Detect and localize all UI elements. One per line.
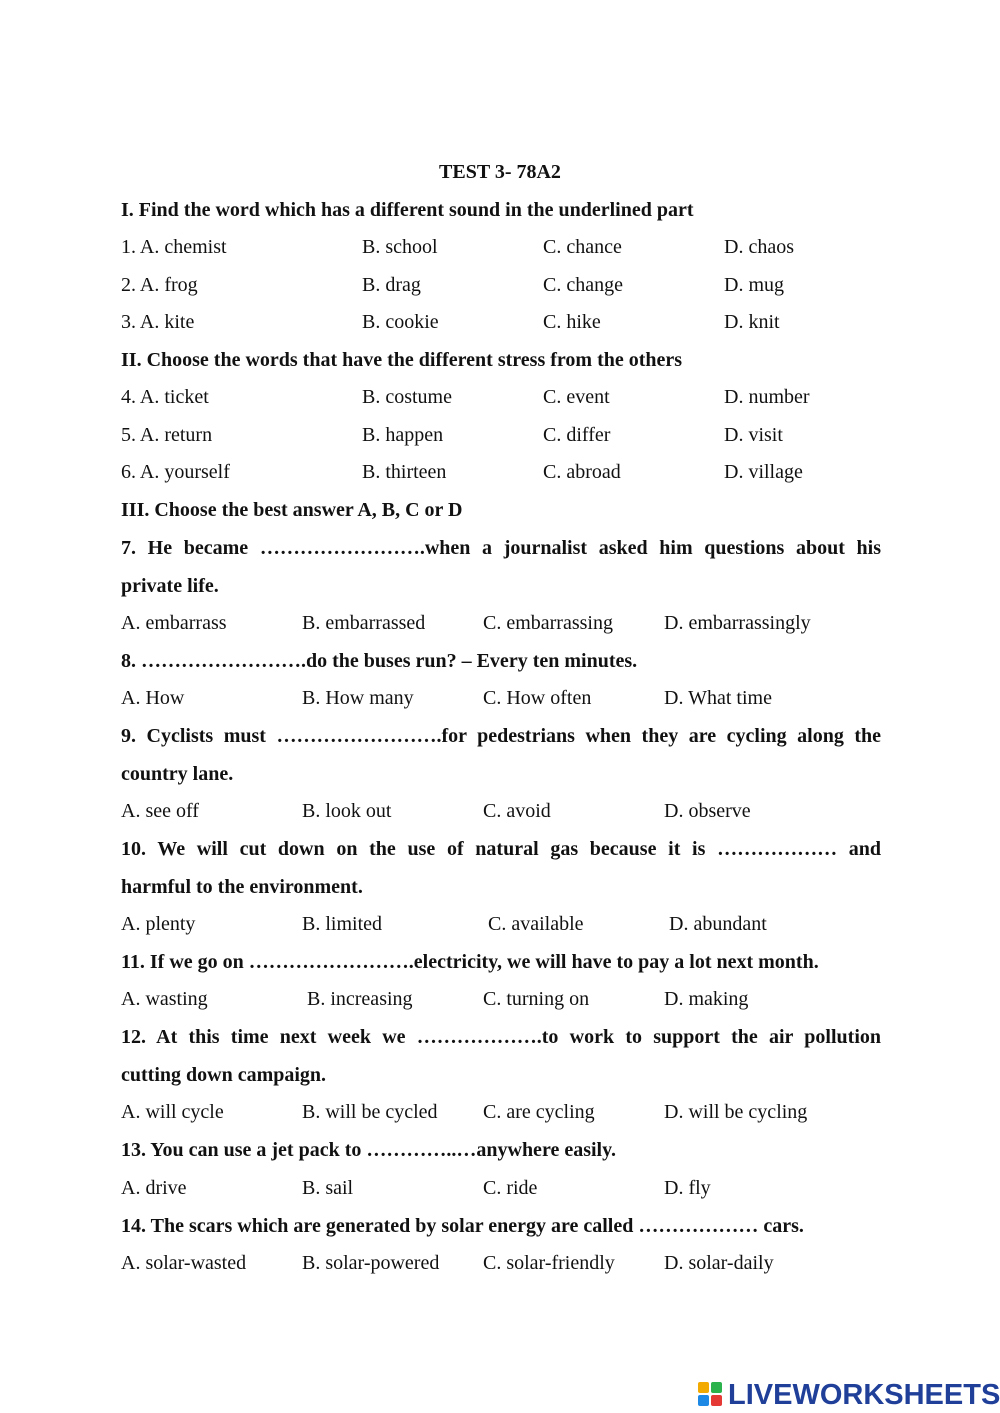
- option-c: C. How often: [483, 687, 592, 709]
- option-b: B. cookie: [362, 311, 439, 333]
- option-b: B. happen: [362, 424, 444, 446]
- option-b: B. increasing: [307, 988, 413, 1010]
- option-b: B. embarrassed: [302, 612, 426, 634]
- option-a: 1. A. chemist: [121, 236, 227, 258]
- question-10-text-cont: harmful to the environment.: [121, 876, 363, 898]
- option-c: C. abroad: [543, 461, 621, 483]
- option-d: D. What time: [664, 687, 772, 709]
- option-b: B. drag: [362, 274, 421, 296]
- option-c: C. avoid: [483, 800, 551, 822]
- question-7-text: 7. He became …………………….when a journalist asked him questions about his: [121, 537, 881, 559]
- option-d: D. observe: [664, 800, 751, 822]
- section-1-heading: I. Find the word which has a different sound in the underlined part: [121, 199, 694, 221]
- question-12-text-cont: cutting down campaign.: [121, 1064, 327, 1086]
- question-11-text: 11. If we go on …………………….electricity, we will have to pay a lot next month.: [121, 951, 819, 973]
- option-d: D. solar-daily: [664, 1252, 774, 1274]
- option-a: A. drive: [121, 1177, 187, 1199]
- option-c: C. change: [543, 274, 623, 296]
- liveworksheets-logo: [698, 1378, 1000, 1412]
- option-c: C. embarrassing: [483, 612, 613, 634]
- option-a: 5. A. return: [121, 424, 213, 446]
- option-a: A. How: [121, 687, 185, 709]
- option-a: A. embarrass: [121, 612, 227, 634]
- option-a: 2. A. frog: [121, 274, 198, 296]
- option-c: C. event: [543, 386, 610, 408]
- option-c: C. turning on: [483, 988, 590, 1010]
- section-2-heading: II. Choose the words that have the different stress from the others: [121, 349, 683, 371]
- option-c: C. ride: [483, 1177, 538, 1199]
- option-a: A. will cycle: [121, 1101, 224, 1123]
- option-b: B. sail: [302, 1177, 354, 1199]
- option-d: D. embarrassingly: [664, 612, 811, 634]
- option-b: B. costume: [362, 386, 452, 408]
- option-d: D. village: [724, 461, 803, 483]
- option-a: A. wasting: [121, 988, 208, 1010]
- option-d: D. fly: [664, 1177, 711, 1199]
- option-c: C. hike: [543, 311, 601, 333]
- question-8-text: 8. …………………….do the buses run? – Every ten minutes.: [121, 650, 638, 672]
- option-b: B. How many: [302, 687, 414, 709]
- option-b: B. thirteen: [362, 461, 447, 483]
- question-13-text: 13. You can use a jet pack to …………..…anywhere easily.: [121, 1139, 616, 1161]
- question-10-text: 10. We will cut down on the use of natural gas because it is ……………… and: [121, 838, 881, 860]
- option-a: 3. A. kite: [121, 311, 195, 333]
- option-c: C. chance: [543, 236, 622, 258]
- section-3-heading: III. Choose the best answer A, B, C or D: [121, 499, 463, 521]
- question-14-text: 14. The scars which are generated by solar energy are called ……………… cars.: [121, 1215, 804, 1237]
- option-a: 6. A. yourself: [121, 461, 230, 483]
- option-b: B. will be cycled: [302, 1101, 438, 1123]
- option-d: D. visit: [724, 424, 783, 446]
- option-a: 4. A. ticket: [121, 386, 209, 408]
- question-9-text-cont: country lane.: [121, 763, 234, 785]
- logo-text: LIVEWORKSHEETS: [728, 1379, 1000, 1411]
- option-b: B. solar-powered: [302, 1252, 440, 1274]
- option-d: D. number: [724, 386, 810, 408]
- option-a: A. see off: [121, 800, 199, 822]
- option-b: B. limited: [302, 913, 382, 935]
- option-d: D. chaos: [724, 236, 794, 258]
- option-c: C. solar-friendly: [483, 1252, 615, 1274]
- option-d: D. will be cycling: [664, 1101, 808, 1123]
- page-title: TEST 3- 78A2: [439, 161, 561, 183]
- option-c: C. differ: [543, 424, 611, 446]
- option-d: D. abundant: [669, 913, 767, 935]
- question-9-text: 9. Cyclists must …………………….for pedestrians when they are cycling along the: [121, 725, 881, 747]
- option-b: B. school: [362, 236, 438, 258]
- option-c: C. available: [488, 913, 584, 935]
- question-7-text-cont: private life.: [121, 575, 219, 597]
- question-12-text: 12. At this time next week we ……………….to work to support the air pollution: [121, 1026, 881, 1048]
- option-b: B. look out: [302, 800, 392, 822]
- option-c: C. are cycling: [483, 1101, 595, 1123]
- option-a: A. plenty: [121, 913, 196, 935]
- option-d: D. mug: [724, 274, 784, 296]
- liveworksheets-logo-icon: [698, 1382, 724, 1408]
- option-d: D. knit: [724, 311, 780, 333]
- option-d: D. making: [664, 988, 749, 1010]
- option-a: A. solar-wasted: [121, 1252, 247, 1274]
